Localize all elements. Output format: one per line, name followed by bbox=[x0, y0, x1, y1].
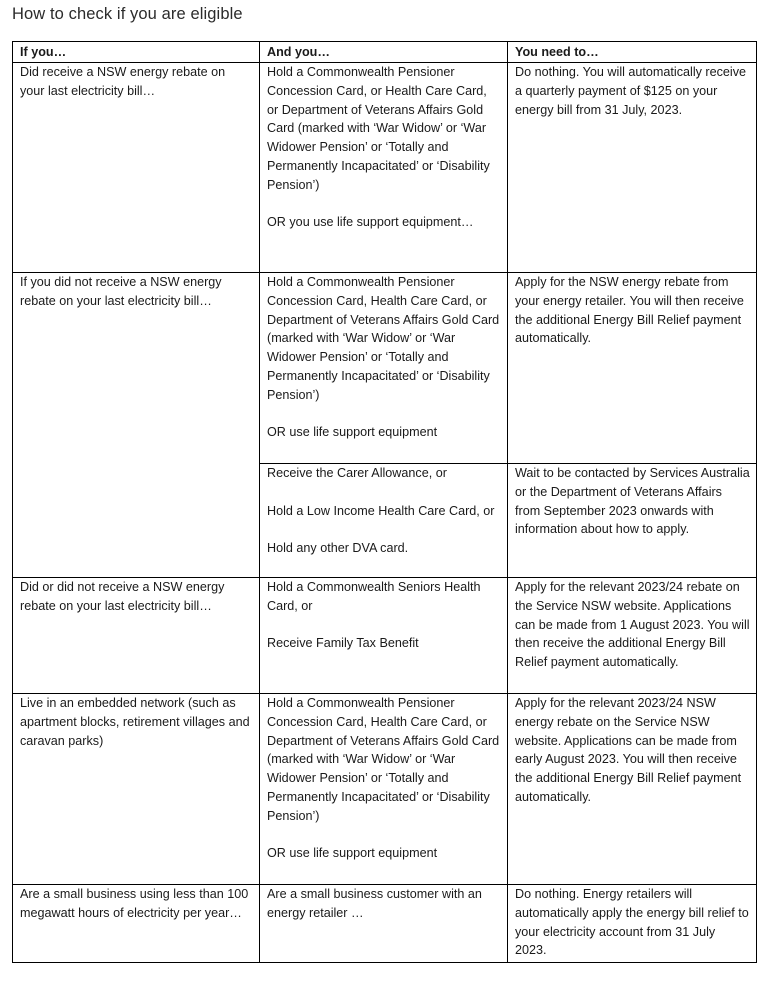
table-row bbox=[13, 273, 757, 464]
cell-you-need-to: Do nothing. Energy retailers will automatically apply the energy bill relief to your electricity account from 31 July 2023. bbox=[508, 885, 757, 963]
cell-you-need-to: Wait to be contacted by Services Australia or the Department of Veterans Affairs from September 2023 onwards with information about how to apply. bbox=[508, 464, 757, 578]
table-row bbox=[13, 885, 757, 963]
cell-if-you: Live in an embedded network (such as apartment blocks, retirement villages and caravan parks) bbox=[13, 694, 260, 885]
cell-if-you: Are a small business using less than 100 megawatt hours of electricity per year… bbox=[13, 885, 260, 963]
eligibility-table bbox=[12, 41, 757, 963]
header-if-you: If you… bbox=[13, 42, 260, 63]
cell-and-you: Receive the Carer Allowance, or Hold a Low Income Health Care Card, or Hold any other DVA card. bbox=[260, 464, 508, 578]
cell-you-need-to: Do nothing. You will automatically receive a quarterly payment of $125 on your energy bill from 31 July, 2023. bbox=[508, 63, 757, 273]
table-row bbox=[13, 694, 757, 885]
table-row bbox=[13, 578, 757, 694]
cell-and-you: Hold a Commonwealth Pensioner Concession Card, or Health Care Card, or Department of Veterans Affairs Gold Card (marked with ‘War Widow’ or ‘War Widower Pension’ or ‘Totally and Permanently Incapacitated’ or ‘Disability Pension’) OR you use life support equipment… bbox=[260, 63, 508, 273]
cell-you-need-to: Apply for the relevant 2023/24 rebate on the Service NSW website. Applications can be made from 1 August 2023. You will then receive the additional Energy Bill Relief payment automatically. bbox=[508, 578, 757, 694]
header-you-need-to: You need to… bbox=[508, 42, 757, 63]
cell-and-you: Hold a Commonwealth Pensioner Concession Card, Health Care Card, or Department of Veterans Affairs Gold Card (marked with ‘War Widow’ or ‘War Widower Pension’ or ‘Totally and Permanently Incapacitated’ or ‘Disability Pension’) OR use life support equipment bbox=[260, 694, 508, 885]
page-heading: How to check if you are eligible bbox=[12, 5, 243, 23]
cell-if-you: Did or did not receive a NSW energy rebate on your last electricity bill… bbox=[13, 578, 260, 694]
table-header-row bbox=[13, 42, 757, 63]
cell-and-you: Are a small business customer with an energy retailer … bbox=[260, 885, 508, 963]
cell-if-you: Did receive a NSW energy rebate on your last electricity bill… bbox=[13, 63, 260, 273]
table-row bbox=[13, 63, 757, 273]
header-and-you: And you… bbox=[260, 42, 508, 63]
cell-you-need-to: Apply for the NSW energy rebate from your energy retailer. You will then receive the additional Energy Bill Relief payment automatically. bbox=[508, 273, 757, 464]
cell-you-need-to: Apply for the relevant 2023/24 NSW energy rebate on the Service NSW website. Applications can be made from early August 2023. You will then receive the additional Energy Bill Relief payment automatically. bbox=[508, 694, 757, 885]
cell-and-you: Hold a Commonwealth Seniors Health Card, or Receive Family Tax Benefit bbox=[260, 578, 508, 694]
cell-and-you: Hold a Commonwealth Pensioner Concession Card, Health Care Card, or Department of Veterans Affairs Gold Card (marked with ‘War Widow’ or ‘War Widower Pension’ or ‘Totally and Permanently Incapacitated’ or ‘Disability Pension’) OR use life support equipment bbox=[260, 273, 508, 464]
cell-if-you: If you did not receive a NSW energy rebate on your last electricity bill… bbox=[13, 273, 260, 578]
